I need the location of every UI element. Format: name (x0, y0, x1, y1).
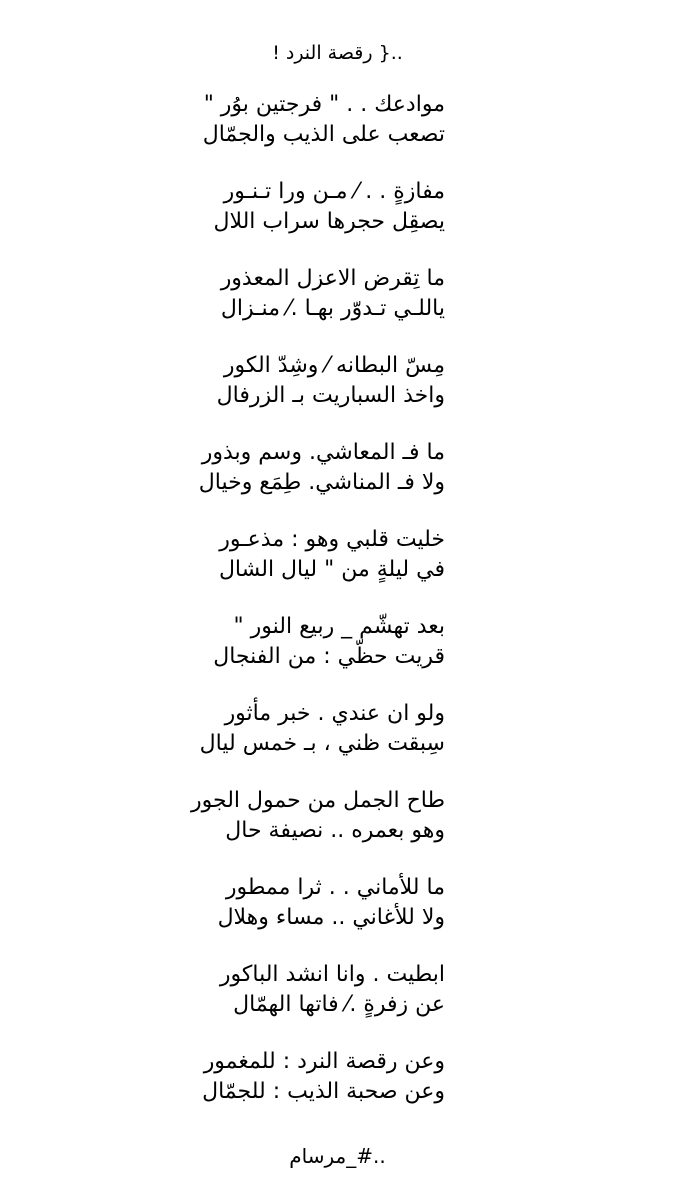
verse-line: واخذ السباريت بـ الزرفال (216, 383, 445, 408)
verse-line: تصعب على الذيب والجمّال (202, 122, 445, 147)
stanza (115, 525, 445, 612)
verse-line: وهو بعمره .. نصيفة حال (225, 818, 445, 843)
verse-line: ولا فـ المناشي. طِمَع وخيال (198, 470, 445, 495)
verse-line: يصقِل حجرها سراب اللال (213, 209, 445, 234)
verse-line: موادعك . . " فرجتين بوُر " (203, 92, 445, 117)
verse-line: خليت قلبي وهو : مذعـور (219, 527, 445, 552)
verse-line: ياللـي تـدوّر بهـا .⁄ منـزال (220, 296, 445, 321)
stanza (115, 351, 445, 438)
verse-line: وعن رقصة النرد : للمغمور (203, 1049, 445, 1074)
verse-line: قريت حظّي : من الفنجال (213, 644, 445, 669)
verse-line: طاح الجمل من حمول الجور (191, 788, 445, 813)
stanza (115, 612, 445, 699)
verse-line: عن زفرةٍ .⁄ فاتها الهمّال (233, 992, 445, 1017)
verse-line: ما للأماني . . ثرا ممطور (225, 875, 445, 900)
verse-line: مِسّ البطانه ⁄ وشِدّ الكور (223, 353, 445, 378)
verse-line: بعد تهشّم _ ربيع النور " (233, 614, 445, 639)
poet-signature: ..#_مرسام (289, 1144, 386, 1168)
stanza (115, 177, 445, 264)
verse-line: ولو ان عندي . خبر مأثور (224, 701, 445, 726)
verse-line: في ليلةٍ من " ليال الشال (218, 557, 445, 582)
stanza (115, 699, 445, 786)
stanza (115, 1047, 445, 1134)
stanza (115, 264, 445, 351)
stanza (115, 786, 445, 873)
verse-line: ابطيت . وانا انشد الباكور (219, 962, 445, 987)
stanza (115, 438, 445, 525)
verse-line: ما تِقرض الاعزل المعذور (220, 266, 445, 291)
verse-line: وعن صحبة الذيب : للجمّال (202, 1079, 445, 1104)
verse-line: ما فـ المعاشي. وسم وبذور (201, 440, 445, 465)
stanza (115, 90, 445, 177)
stanza (115, 873, 445, 960)
stanza (115, 960, 445, 1047)
verse-line: ولا للأغاني .. مساء وهلال (217, 905, 445, 930)
poem-title: ..{ رقصة النرد ! (272, 42, 403, 64)
verse-line: مفازةٍ . . ⁄ مـن ورا تـنـور (223, 179, 445, 204)
verse-line: سِبقت ظني ، بـ خمس ليال (199, 731, 445, 756)
poem-body (115, 90, 445, 1134)
